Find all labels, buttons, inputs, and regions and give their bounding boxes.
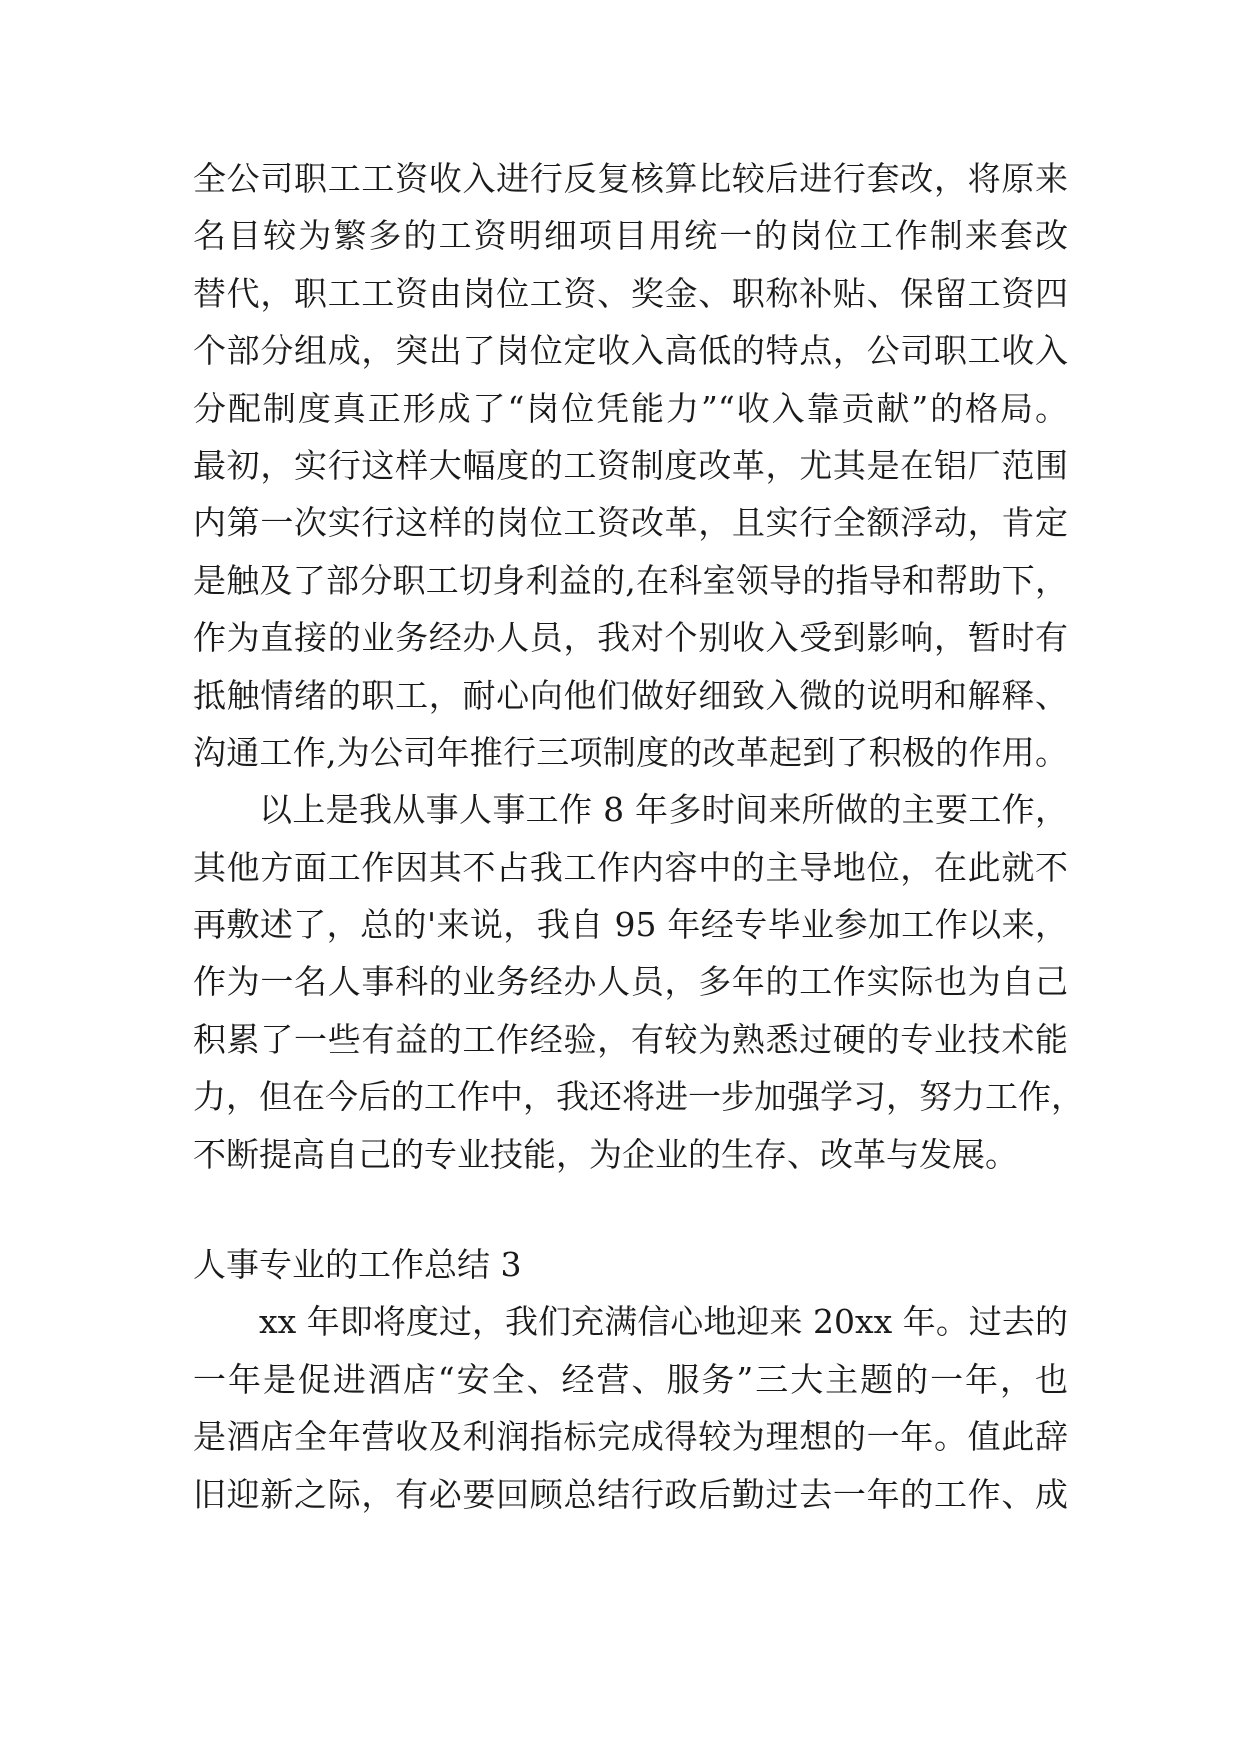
text-line: 作为一名人事科的业务经办人员，多年的工作实际也为自己 (193, 962, 1068, 1002)
text-line: 力，但在今后的工作中，我还将进一步加强学习，努力工作， (193, 1077, 1084, 1117)
text-line: 抵触情绪的职工，耐心向他们做好细致入微的说明和解释、 (193, 675, 1068, 715)
section-spacer (193, 1183, 1068, 1236)
text-line: 全公司职工工资收入进行反复核算比较后进行套改，将原来 (193, 159, 1068, 198)
paragraph-salary-reform (193, 150, 1068, 781)
paragraph-summary (193, 781, 1084, 1183)
text-line: 替代，职工工资由岗位工资、奖金、职称补贴、保留工资四 (193, 273, 1068, 313)
text-line: 沟通工作,为公司年推行三项制度的改革起到了积极的作用。 (193, 732, 1068, 772)
text-line: 再敷述了，总的'来说，我自 95 年经专毕业参加工作以来， (193, 905, 1068, 945)
text-line: 不断提高自己的专业技能，为企业的生存、改革与发展。 (193, 1134, 1018, 1174)
text-line: 旧迎新之际，有必要回顾总结行政后勤过去一年的工作、成 (193, 1474, 1068, 1514)
text-line: 是触及了部分职工切身利益的,在科室领导的指导和帮助下， (193, 560, 1068, 600)
section-heading: 人事专业的工作总结 3 (193, 1245, 522, 1285)
text-line: 最初，实行这样大幅度的工资制度改革，尤其是在铝厂范围 (193, 445, 1068, 485)
text-line: 以上是我从事人事工作 8 年多时间来所做的主要工作， (259, 790, 1068, 830)
document-body (193, 150, 1084, 1523)
text-line: 一年是促进酒店“安全、经营、服务”三大主题的一年，也 (193, 1359, 1068, 1399)
text-line: 作为直接的业务经办人员，我对个别收入受到影响，暂时有 (193, 618, 1068, 658)
text-line: 名目较为繁多的工资明细项目用统一的岗位工作制来套改 (193, 216, 1068, 256)
text-line: 其他方面工作因其不占我工作内容中的主导地位，在此就不 (193, 847, 1068, 887)
text-line: 是酒店全年营收及利润指标完成得较为理想的一年。值此辞 (193, 1417, 1068, 1457)
text-line: 内第一次实行这样的岗位工资改革，且实行全额浮动，肯定 (193, 503, 1068, 543)
text-line: 个部分组成，突出了岗位定收入高低的特点，公司职工收入 (193, 331, 1068, 371)
text-line: 积累了一些有益的工作经验，有较为熟悉过硬的专业技术能 (193, 1019, 1068, 1059)
paragraph-hotel-review (193, 1293, 1068, 1523)
text-line: xx 年即将度过，我们充满信心地迎来 20xx 年。过去的 (259, 1302, 1068, 1342)
text-line: 分配制度真正形成了“岗位凭能力”“收入靠贡献”的格局。 (193, 388, 1068, 428)
